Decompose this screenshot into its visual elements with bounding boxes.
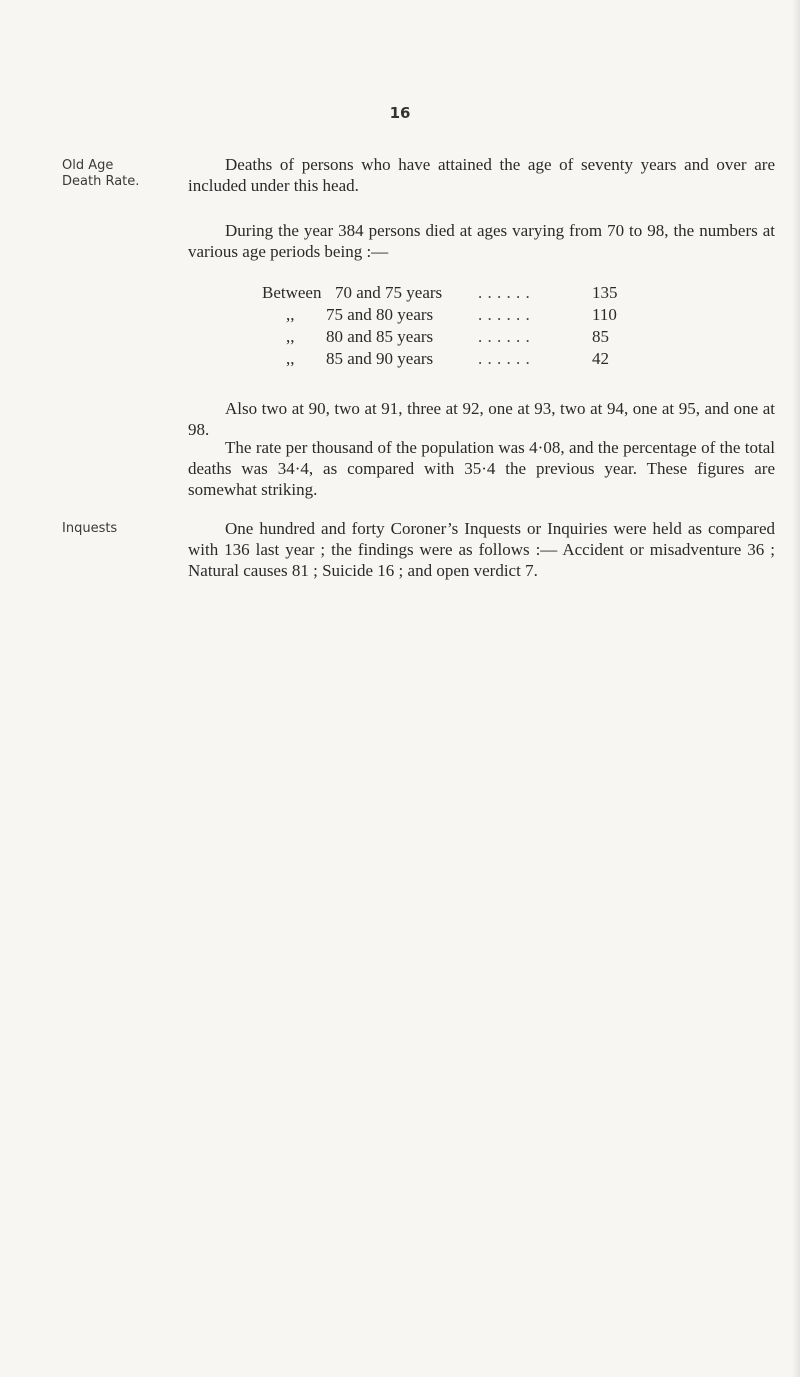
dot-leaders: . . . . . . <box>478 283 531 302</box>
margin-note-line: Death Rate. <box>62 174 140 189</box>
age-row <box>262 282 732 304</box>
paragraph-text: Also two at 90, two at 91, three at 92, one at 93, two at 94, one at 95, and one at 98. <box>188 399 775 439</box>
inquests-paragraph <box>188 518 775 581</box>
additional-ages-paragraph <box>188 398 775 440</box>
age-row-range: 80 and 85 years <box>326 327 434 346</box>
dot-leaders: . . . . . . <box>478 327 531 346</box>
age-row <box>262 304 732 326</box>
margin-note-inquests <box>62 521 117 537</box>
age-row-range: 75 and 80 years <box>326 305 434 324</box>
page-edge-shadow <box>792 0 800 1377</box>
age-row-count: 110 <box>592 305 617 324</box>
age-period-table <box>262 282 732 370</box>
age-row-prefix: ,, <box>286 305 295 324</box>
age-row <box>262 326 732 348</box>
death-rate-paragraph <box>188 437 775 500</box>
dot-leaders: . . . . . . <box>478 305 531 324</box>
age-row-prefix: ,, <box>286 327 295 346</box>
old-age-intro-paragraph <box>188 154 775 196</box>
paragraph-text: The rate per thousand of the population was 4·08, and the percentage of the total deaths was 34·4, as compared with 35·4 the previous year. These figures are somewhat striking. <box>188 438 775 499</box>
age-row-count: 42 <box>592 349 609 368</box>
age-row-prefix: ,, <box>286 349 295 368</box>
age-row <box>262 348 732 370</box>
paragraph-text: During the year 384 persons died at ages varying from 70 to 98, the numbers at various age periods being :— <box>188 221 775 261</box>
margin-note-line: Old Age <box>62 158 114 173</box>
age-row-count: 135 <box>592 283 618 302</box>
age-row-range: 70 and 75 years <box>335 283 443 302</box>
margin-note-old-age <box>62 158 139 190</box>
age-range-paragraph <box>188 220 775 262</box>
margin-note-line: Inquests <box>62 521 118 536</box>
age-row-count: 85 <box>592 327 609 346</box>
age-row-prefix: Between <box>262 283 322 302</box>
page-number: 16 <box>389 104 411 122</box>
dot-leaders: . . . . . . <box>478 349 531 368</box>
paragraph-text: Deaths of persons who have attained the age of seventy years and over are included under this head. <box>188 155 775 195</box>
age-row-range: 85 and 90 years <box>326 349 434 368</box>
paragraph-text: One hundred and forty Coroner’s Inquests or Inquiries were held as compared with 136 last year ; the findings were as follows :— Accident or misadventure 36 ; Natural causes 81 ; Suicide 16 ; and open verdict 7. <box>188 519 775 580</box>
